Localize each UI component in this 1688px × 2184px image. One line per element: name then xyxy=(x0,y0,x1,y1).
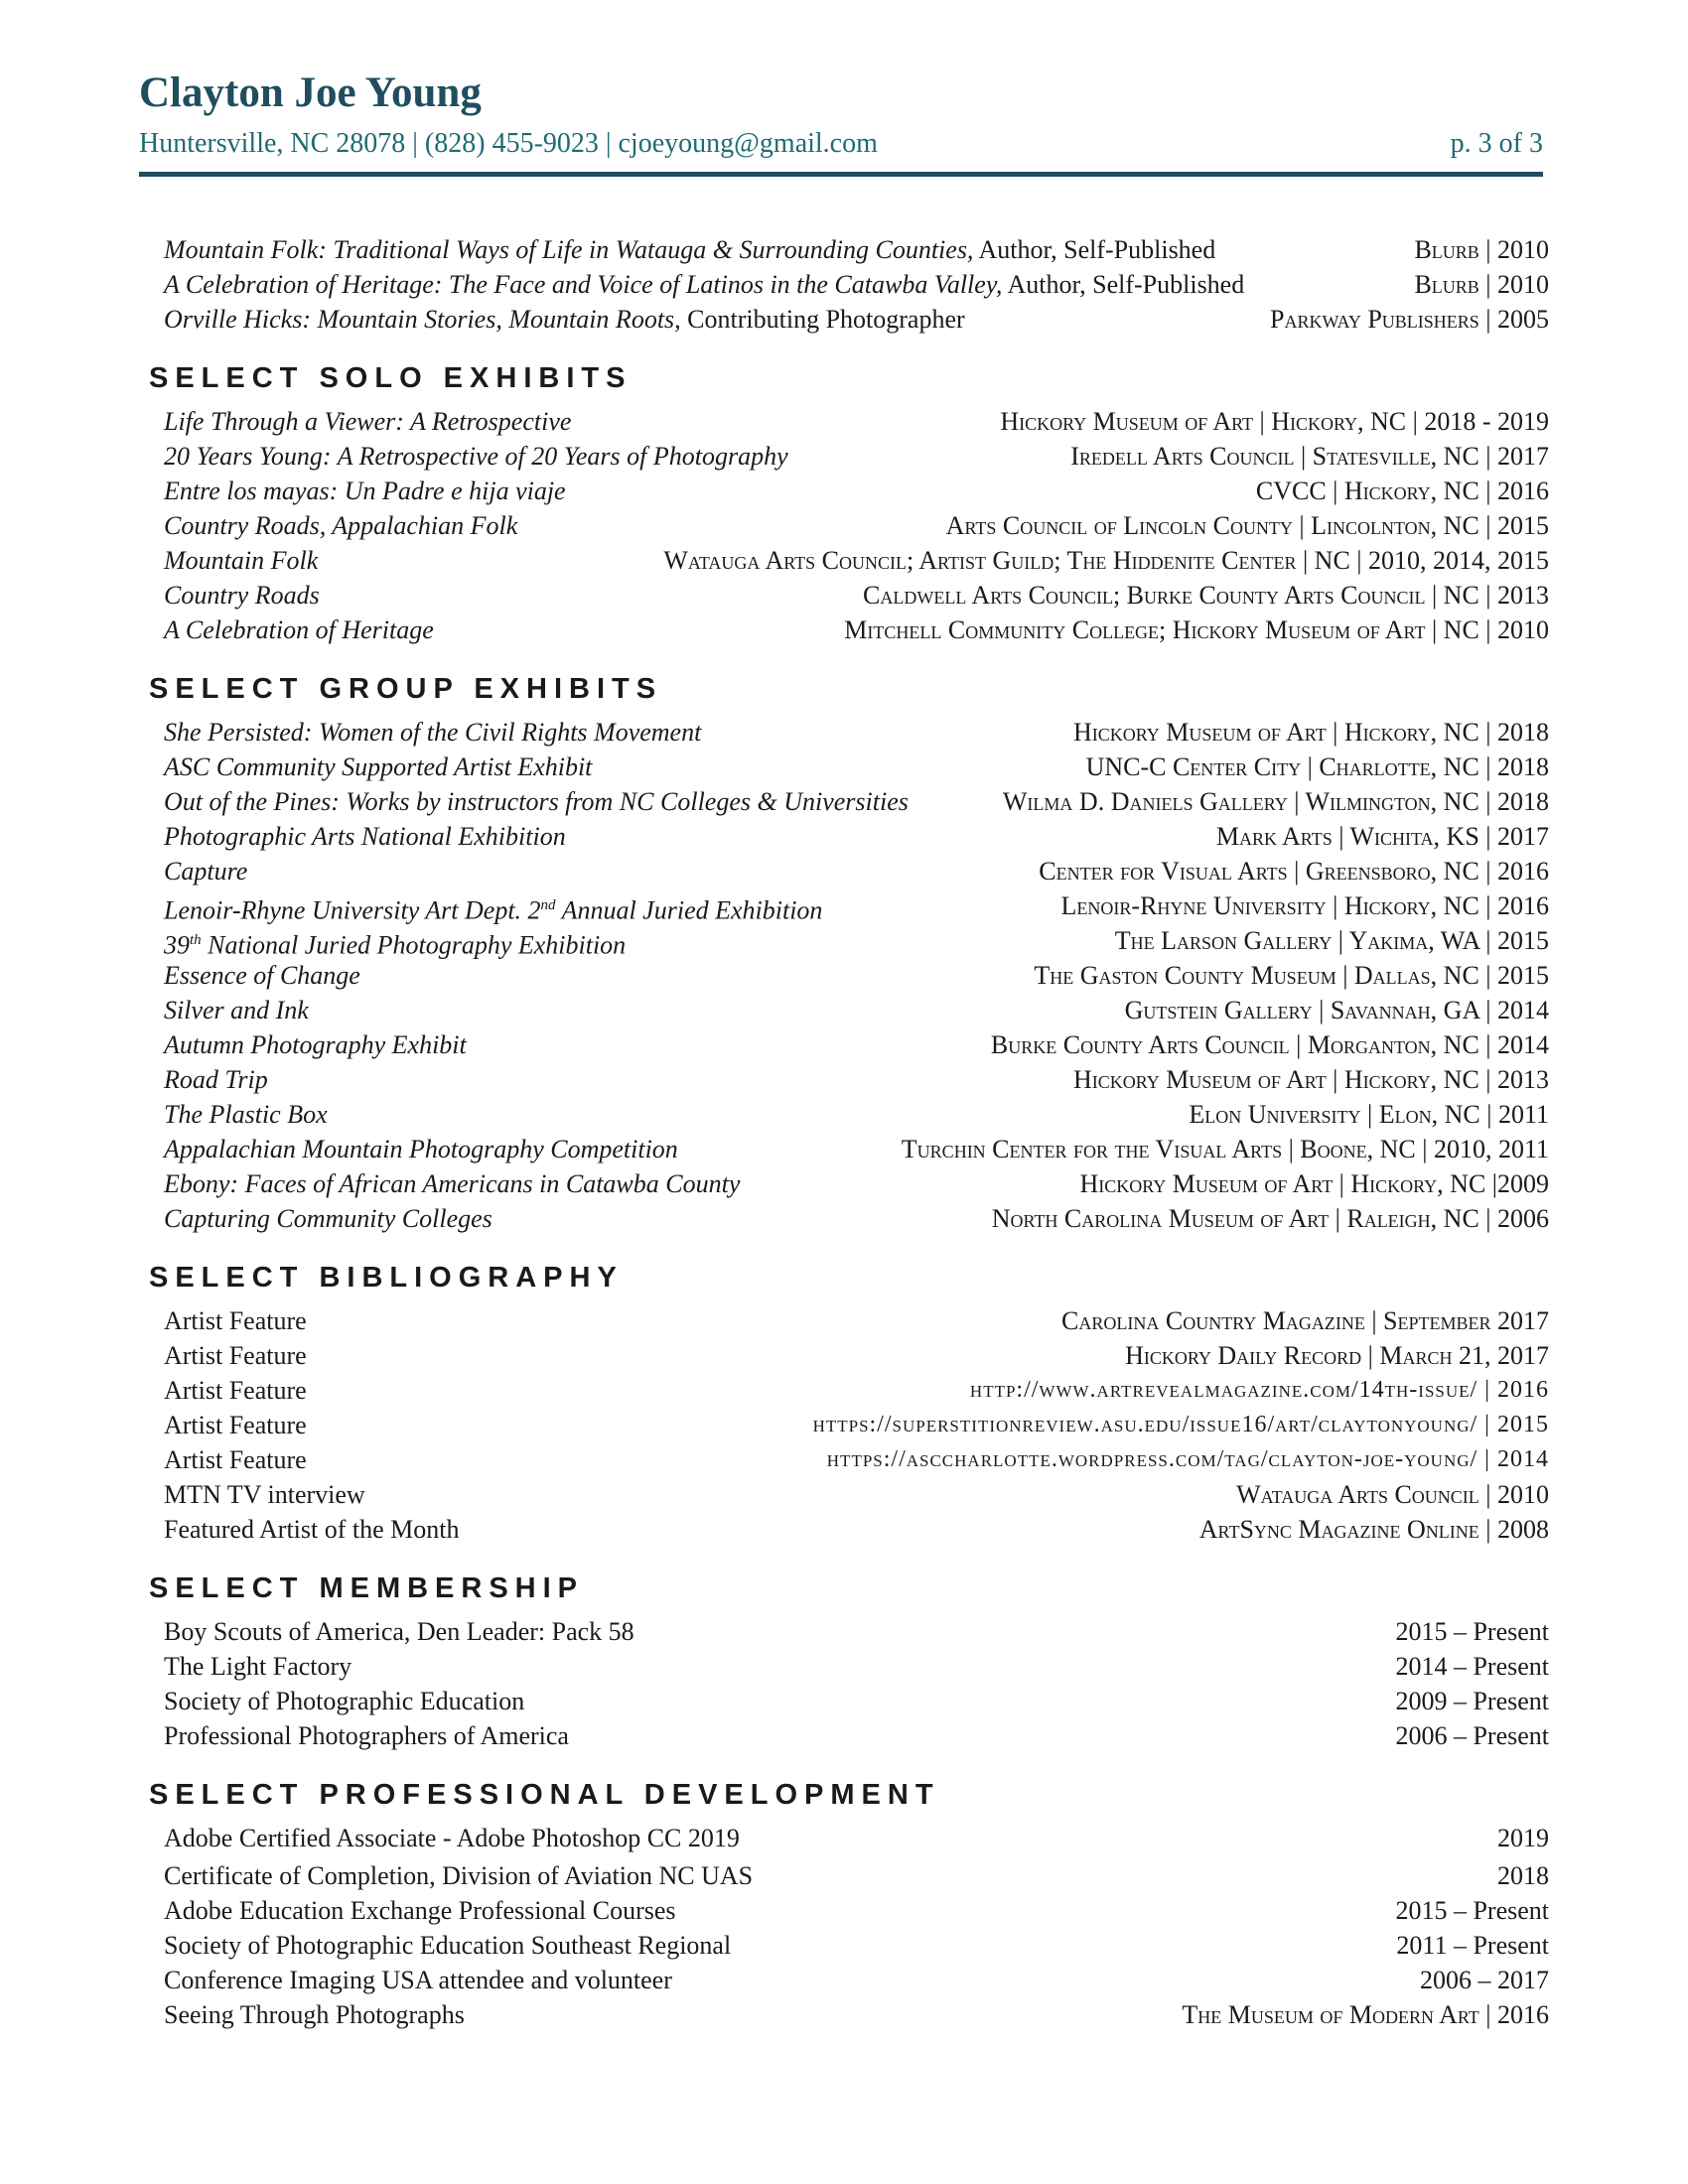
list-item xyxy=(149,958,1549,993)
list-item xyxy=(149,1477,1549,1512)
list-item xyxy=(149,993,1549,1027)
item-title: The Light Factory xyxy=(164,1652,352,1681)
item-detail: Center for Visual Arts | Greensboro, NC | 2016 xyxy=(1039,857,1549,886)
list-item xyxy=(149,1614,1549,1649)
item-detail: ArtSync Magazine Online | 2008 xyxy=(1198,1515,1549,1544)
list-item xyxy=(149,1338,1549,1373)
list-item xyxy=(149,1303,1549,1338)
item-title: Road Trip xyxy=(164,1065,268,1094)
item-detail: Carolina Country Magazine | September 2017 xyxy=(1061,1306,1549,1335)
resume-body xyxy=(149,232,1549,2032)
title-part: Lenoir-Rhyne University Art Dept. 2 xyxy=(164,895,541,925)
item-title: Ebony: Faces of African Americans in Catawba County xyxy=(164,1169,741,1198)
item-detail: 2015 – Present xyxy=(1395,1896,1549,1925)
item-link[interactable]: https://asccharlotte.wordpress.com/tag/clayton-joe-young/ | 2014 xyxy=(826,1446,1549,1472)
item-detail: UNC-C Center City | Charlotte, NC | 2018 xyxy=(1085,752,1549,781)
item-detail: Caldwell Arts Council; Burke County Arts Council | NC | 2013 xyxy=(863,581,1549,610)
list-item xyxy=(149,1649,1549,1684)
item-detail: Lenoir-Rhyne University | Hickory, NC | 2016 xyxy=(1060,891,1549,920)
item-link[interactable]: http://www.artrevealmagazine.com/14th-issue/ | 2016 xyxy=(969,1377,1549,1403)
section-heading-group: SELECT GROUP EXHIBITS xyxy=(149,673,663,705)
list-item xyxy=(149,1718,1549,1753)
list-item xyxy=(149,1408,1549,1442)
item-detail: Hickory Museum of Art | Hickory, NC | 2018 - 2019 xyxy=(1000,407,1549,436)
item-title: Certificate of Completion, Division of Aviation NC UAS xyxy=(164,1861,754,1890)
item-detail: Burke County Arts Council | Morganton, NC | 2014 xyxy=(990,1030,1549,1059)
list-item xyxy=(149,474,1549,508)
item-title: Society of Photographic Education xyxy=(164,1687,525,1715)
list-item xyxy=(149,1442,1549,1477)
section-heading-membership: SELECT MEMBERSHIP xyxy=(149,1572,585,1604)
item-title: Mountain Folk xyxy=(164,546,319,575)
list-item xyxy=(149,1963,1549,1997)
list-item xyxy=(149,302,1549,337)
list-item xyxy=(149,1166,1549,1201)
item-title: Conference Imaging USA attendee and volunteer xyxy=(164,1966,672,1994)
item-detail: Elon University | Elon, NC | 2011 xyxy=(1189,1100,1549,1129)
list-item xyxy=(149,888,1549,923)
item-detail: 2006 – 2017 xyxy=(1420,1966,1549,1994)
item-detail: 2018 xyxy=(1497,1861,1549,1890)
item-detail: North Carolina Museum of Art | Raleigh, NC | 2006 xyxy=(991,1204,1549,1233)
item-title: ASC Community Supported Artist Exhibit xyxy=(164,752,593,781)
section-heading-solo: SELECT SOLO EXHIBITS xyxy=(149,362,633,394)
item-detail: Hickory Museum of Art | Hickory, NC |2009 xyxy=(1079,1169,1549,1198)
item-detail: The Larson Gallery | Yakima, WA | 2015 xyxy=(1114,926,1549,955)
list-item xyxy=(149,1858,1549,1893)
item-detail: Hickory Museum of Art | Hickory, NC | 2018 xyxy=(1073,718,1549,747)
item-title: Artist Feature xyxy=(164,1376,307,1405)
item-detail: Iredell Arts Council | Statesville, NC | 2017 xyxy=(1070,442,1549,471)
list-item xyxy=(149,267,1549,302)
item-title: Society of Photographic Education Southeast Regional xyxy=(164,1931,732,1960)
list-item xyxy=(149,1027,1549,1062)
title-part: 39 xyxy=(164,930,190,960)
page-number: p. 3 of 3 xyxy=(1450,128,1543,159)
resume-header xyxy=(139,71,1543,168)
item-detail: 2015 – Present xyxy=(1395,1617,1549,1646)
list-item xyxy=(149,1097,1549,1132)
item-title xyxy=(164,923,626,963)
item-detail: Blurb | 2010 xyxy=(1414,235,1549,264)
item-title: She Persisted: Women of the Civil Rights Movement xyxy=(164,718,702,747)
item-detail: Hickory Daily Record | March 21, 2017 xyxy=(1125,1341,1549,1370)
section-heading-development: SELECT PROFESSIONAL DEVELOPMENT xyxy=(149,1779,940,1811)
item-title: Capturing Community Colleges xyxy=(164,1204,492,1233)
item-title: Artist Feature xyxy=(164,1341,307,1370)
item-title: A Celebration of Heritage: The Face and Voice of Latinos in the Catawba Valley, xyxy=(164,270,1003,299)
item-title: Seeing Through Photographs xyxy=(164,2000,465,2029)
list-item xyxy=(149,1373,1549,1408)
list-item xyxy=(149,578,1549,613)
item-detail: 2009 – Present xyxy=(1395,1687,1549,1715)
list-item xyxy=(149,1062,1549,1097)
list-item xyxy=(149,750,1549,784)
item-detail: Gutstein Gallery | Savannah, GA | 2014 xyxy=(1124,996,1549,1024)
item-role: Author, Self-Published xyxy=(973,235,1216,264)
contact-row xyxy=(139,128,1543,168)
item-detail: 2014 – Present xyxy=(1395,1652,1549,1681)
item-title: Artist Feature xyxy=(164,1306,307,1335)
list-item xyxy=(149,715,1549,750)
list-item xyxy=(149,1928,1549,1963)
list-item xyxy=(149,1821,1549,1858)
item-title: Silver and Ink xyxy=(164,996,309,1024)
item-title: Appalachian Mountain Photography Competition xyxy=(164,1135,678,1163)
list-item xyxy=(149,1684,1549,1718)
list-item xyxy=(149,854,1549,888)
item-title: Professional Photographers of America xyxy=(164,1721,569,1750)
item-title: Out of the Pines: Works by instructors from NC Colleges & Universities xyxy=(164,787,909,816)
contact-info: Huntersville, NC 28078 | (828) 455-9023 | cjoeyoung@gmail.com xyxy=(139,128,878,159)
ordinal-suffix: th xyxy=(190,932,202,948)
title-part: Annual Juried Exhibition xyxy=(555,895,823,925)
list-item xyxy=(149,1893,1549,1928)
list-item xyxy=(149,1997,1549,2032)
item-detail: Mark Arts | Wichita, KS | 2017 xyxy=(1215,822,1549,851)
list-item xyxy=(149,508,1549,543)
item-title: Adobe Certified Associate - Adobe Photoshop CC 2019 xyxy=(164,1824,740,1852)
item-detail: 2019 xyxy=(1497,1824,1549,1852)
item-title: Orville Hicks: Mountain Stories, Mountain Roots, xyxy=(164,305,681,334)
item-title: Artist Feature xyxy=(164,1411,307,1439)
item-title: Featured Artist of the Month xyxy=(164,1515,460,1544)
item-title: MTN TV interview xyxy=(164,1480,365,1509)
item-title: Country Roads, Appalachian Folk xyxy=(164,511,518,540)
item-title xyxy=(164,888,822,928)
item-detail: Turchin Center for the Visual Arts | Boone, NC | 2010, 2011 xyxy=(901,1135,1549,1163)
item-title: The Plastic Box xyxy=(164,1100,328,1129)
item-detail: Parkway Publishers | 2005 xyxy=(1270,305,1549,334)
item-title: Mountain Folk: Traditional Ways of Life in Watauga & Surrounding Counties, xyxy=(164,235,974,264)
list-item xyxy=(149,819,1549,854)
item-detail: The Gaston County Museum | Dallas, NC | 2015 xyxy=(1034,961,1549,990)
item-title: Artist Feature xyxy=(164,1445,307,1474)
item-role: Author, Self-Published xyxy=(1002,270,1245,299)
item-title: A Celebration of Heritage xyxy=(164,615,434,644)
list-item xyxy=(149,1201,1549,1236)
item-title: Autumn Photography Exhibit xyxy=(164,1030,467,1059)
item-title: Entre los mayas: Un Padre e hija viaje xyxy=(164,477,566,505)
item-link[interactable]: https://superstitionreview.asu.edu/issue16/art/claytonyoung/ | 2015 xyxy=(812,1412,1549,1437)
page-title: Clayton Joe Young xyxy=(139,69,482,116)
list-item xyxy=(149,543,1549,578)
header-divider xyxy=(139,172,1543,177)
item-detail: Mitchell Community College; Hickory Museum of Art | NC | 2010 xyxy=(844,615,1549,644)
item-detail: Watauga Arts Council | 2010 xyxy=(1236,1480,1549,1509)
list-item xyxy=(149,404,1549,439)
item-detail: CVCC | Hickory, NC | 2016 xyxy=(1255,477,1549,505)
item-title: 20 Years Young: A Retrospective of 20 Years of Photography xyxy=(164,442,788,471)
ordinal-suffix: nd xyxy=(540,897,556,913)
list-item xyxy=(149,784,1549,819)
list-item xyxy=(149,613,1549,647)
item-detail: The Museum of Modern Art | 2016 xyxy=(1182,2000,1549,2029)
item-role: Contributing Photographer xyxy=(680,305,965,334)
item-detail: 2011 – Present xyxy=(1396,1931,1549,1960)
item-detail: Wilma D. Daniels Gallery | Wilmington, NC | 2018 xyxy=(1002,787,1549,816)
item-title: Photographic Arts National Exhibition xyxy=(164,822,566,851)
item-detail: Blurb | 2010 xyxy=(1414,270,1549,299)
list-item xyxy=(149,1512,1549,1547)
title-part: National Juried Photography Exhibition xyxy=(201,930,627,960)
list-item xyxy=(149,1132,1549,1166)
list-item xyxy=(149,923,1549,958)
item-title: Life Through a Viewer: A Retrospective xyxy=(164,407,572,436)
item-title: Capture xyxy=(164,857,248,886)
item-detail: Watauga Arts Council; Artist Guild; The Hiddenite Center | NC | 2010, 2014, 2015 xyxy=(663,546,1549,575)
list-item xyxy=(149,439,1549,474)
section-heading-bibliography: SELECT BIBLIOGRAPHY xyxy=(149,1262,624,1294)
item-title: Boy Scouts of America, Den Leader: Pack 58 xyxy=(164,1617,634,1646)
item-detail: Arts Council of Lincoln County | Lincolnton, NC | 2015 xyxy=(945,511,1549,540)
item-title: Essence of Change xyxy=(164,961,360,990)
item-detail: 2006 – Present xyxy=(1395,1721,1549,1750)
list-item xyxy=(149,232,1549,267)
item-detail: Hickory Museum of Art | Hickory, NC | 2013 xyxy=(1073,1065,1549,1094)
item-title: Country Roads xyxy=(164,581,320,610)
item-title: Adobe Education Exchange Professional Courses xyxy=(164,1896,676,1925)
